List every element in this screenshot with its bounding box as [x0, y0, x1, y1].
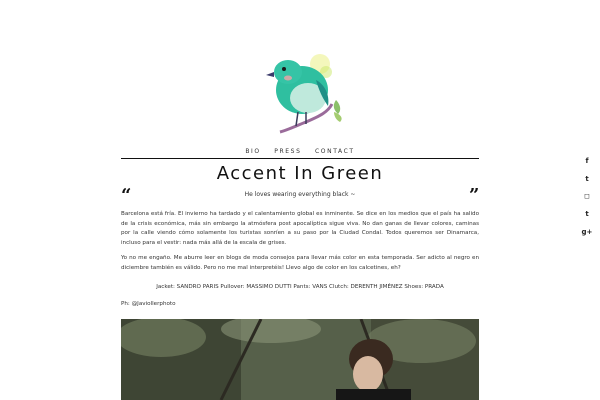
post-paragraph-2: Yo no me engaño. Me aburre leer en blogs de moda consejos para llevar más color en esta temporada. Ser adicto al negro en diciembre también es válido. Pero no me mal interpretéis! Llevo algo de color en los calcetines, eh? — [121, 255, 479, 271]
twitter-icon[interactable]: t — [585, 175, 589, 183]
header-divider — [121, 158, 479, 159]
nav-item-bio[interactable]: BIO — [245, 148, 261, 155]
photo-credit: Ph: @Javiollerphoto — [121, 301, 176, 307]
close-quote-icon: ” — [469, 185, 480, 206]
instagram-icon[interactable]: ◻ — [584, 192, 590, 200]
nav-item-contact[interactable]: CONTACT — [315, 148, 355, 155]
post-title[interactable]: Accent In Green — [216, 163, 384, 184]
facebook-icon[interactable]: f — [585, 157, 589, 165]
bird-logo[interactable] — [258, 42, 350, 138]
post-photo[interactable] — [121, 319, 479, 400]
tumblr-icon[interactable]: t — [585, 210, 589, 218]
open-quote-icon: “ — [121, 185, 132, 206]
outfit-credits: Jacket: SANDRO PARIS Pullover: MASSIMO DUTTI Pants: VANS Clutch: DERENTH JIMÉNEZ Shoes: PRADA — [156, 284, 444, 290]
main-nav — [121, 148, 479, 155]
nav-item-press[interactable]: PRESS — [274, 148, 302, 155]
post-subtitle: He loves wearing everything black ~ — [244, 191, 356, 198]
post-paragraph-1: Barcelona está fría. El invierno ha tardado y el calentamiento global es inminente. Se dice en los medios que el país ha salido de la crisis económica, más sin embargo la atmósfera post apocalíptica sigue viva. No dan ganas de llevar colores, caminas por la calle viendo cómo solamente los turistas sonríen a su paso por la Ciudad Condal. Todos queremos ser Dinamarca, incluso para el vestir: nada más allá de la escala de grises. — [121, 211, 479, 246]
googleplus-icon[interactable]: g+ — [581, 228, 593, 236]
